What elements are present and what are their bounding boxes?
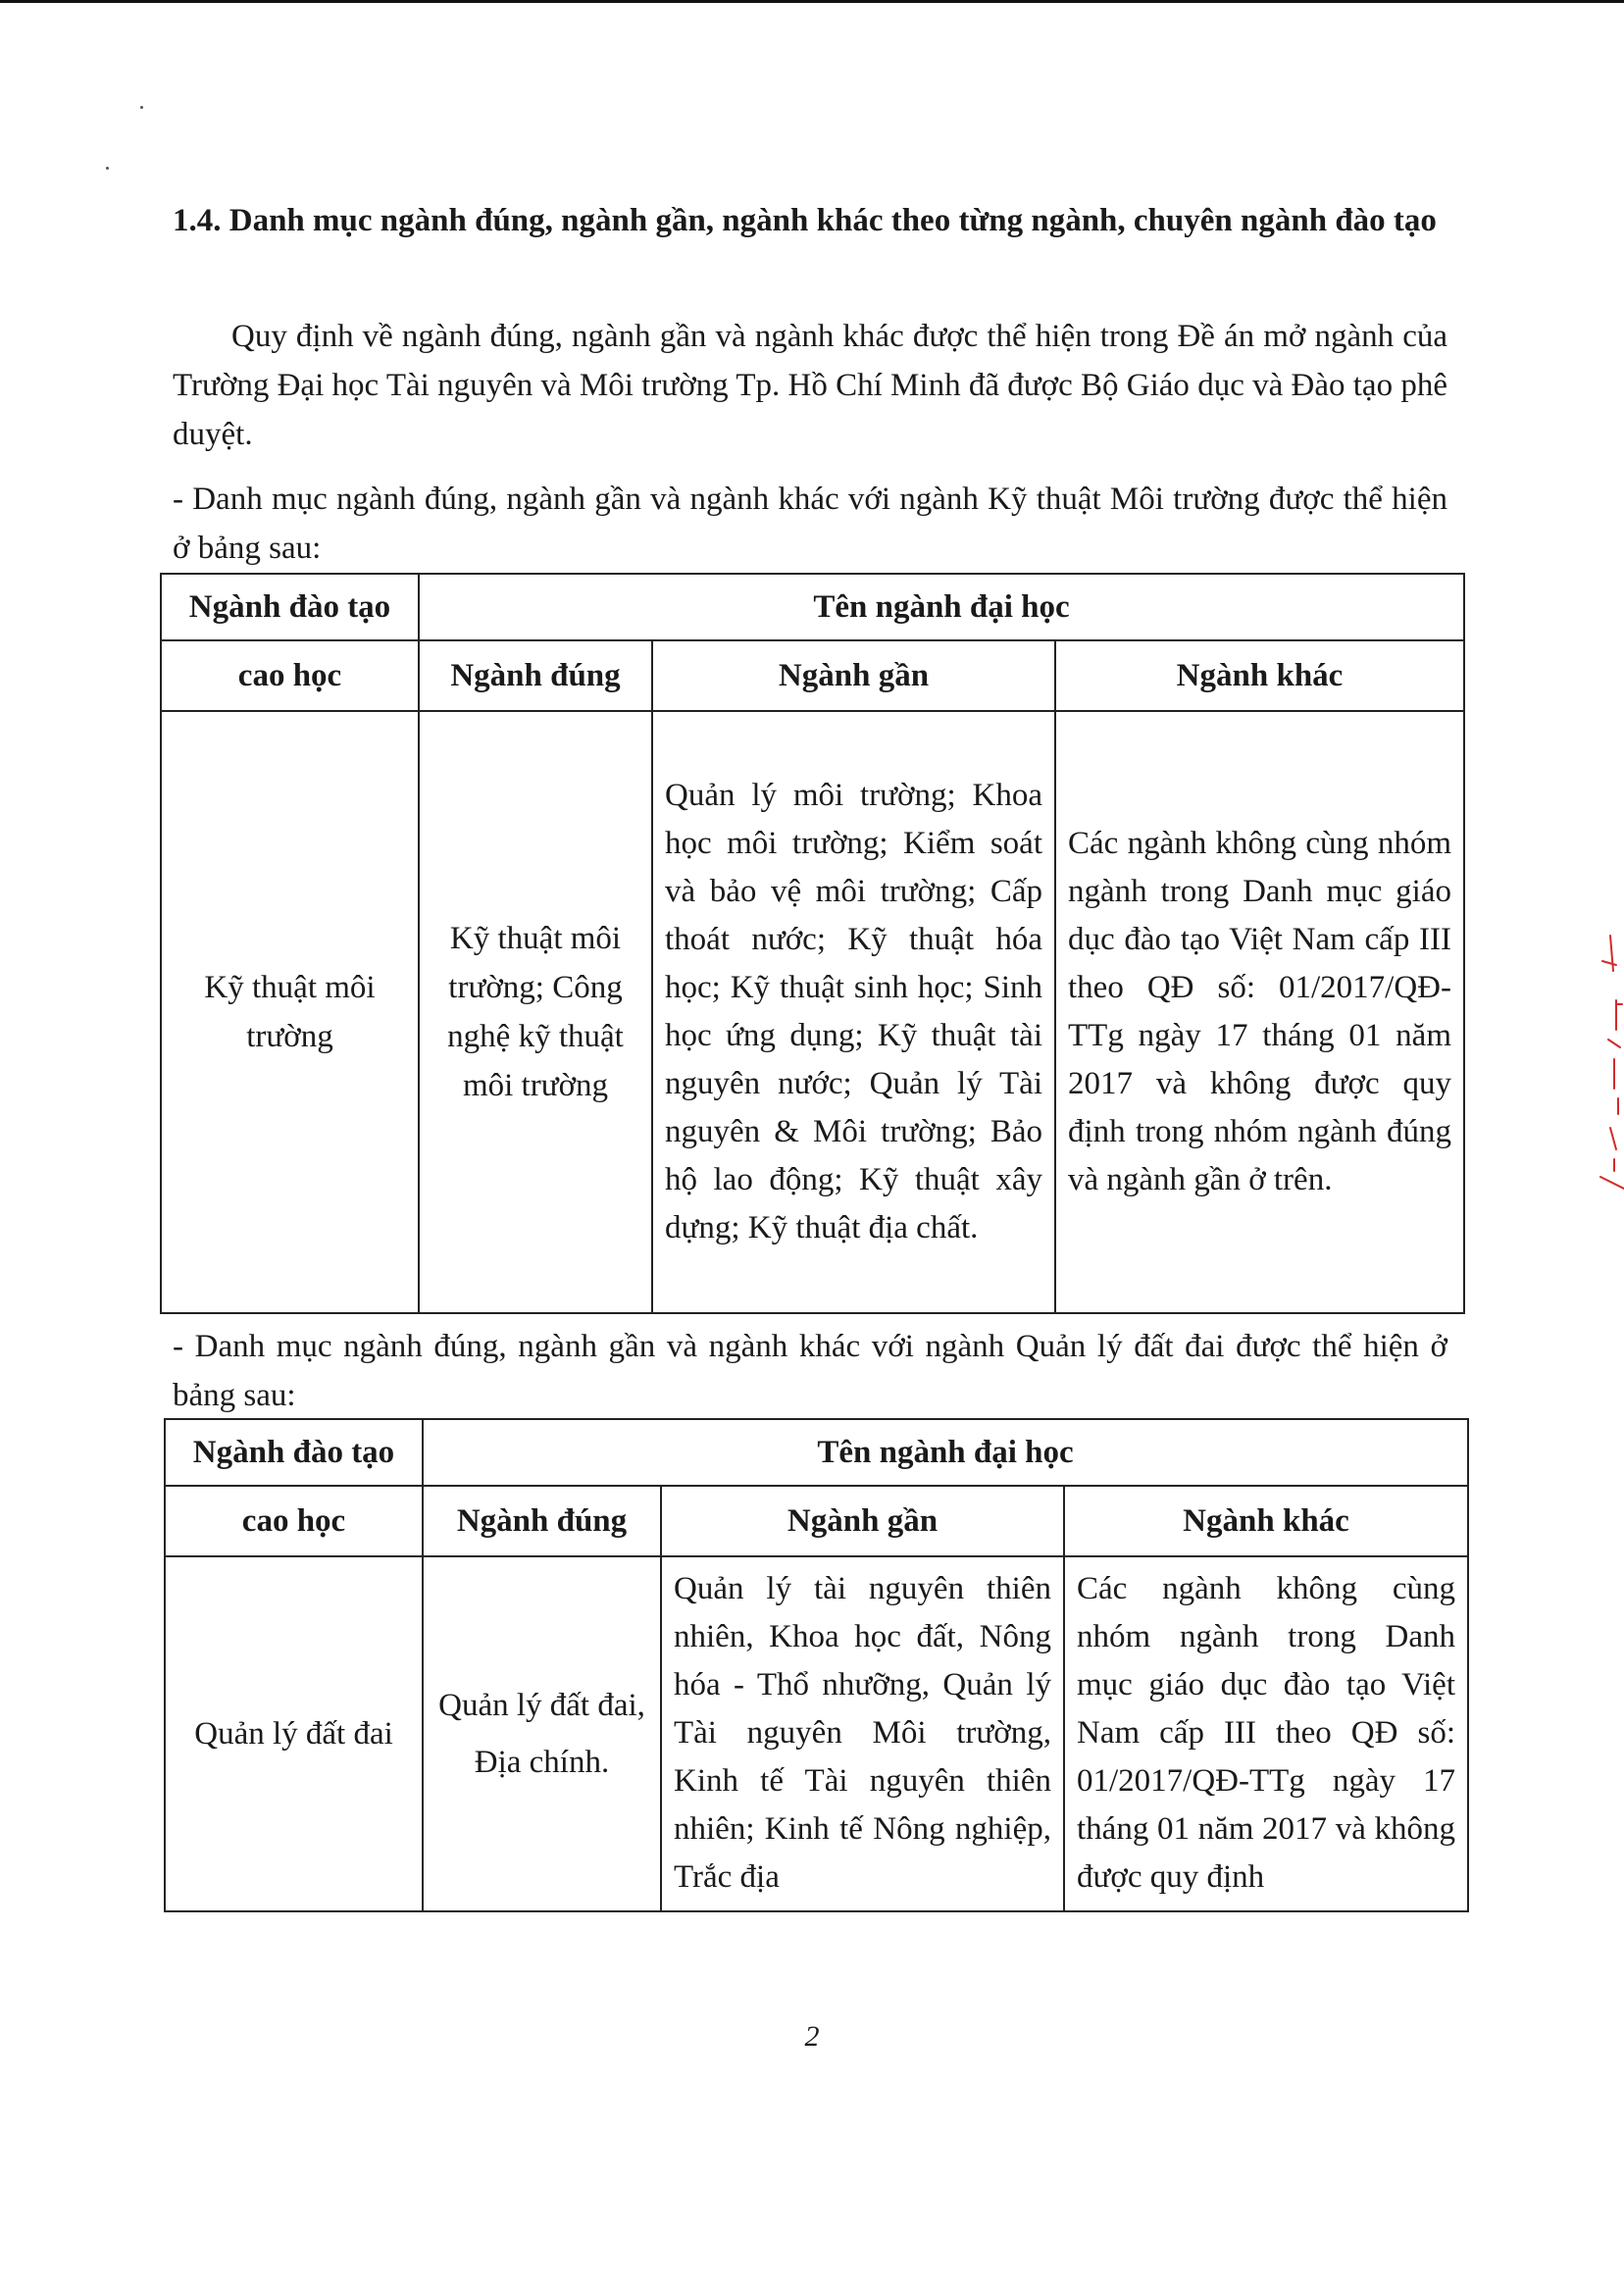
header-program-bottom: cao học — [165, 1486, 423, 1556]
header-nganh-dung: Ngành đúng — [423, 1486, 661, 1556]
seal-stroke — [1610, 936, 1613, 971]
cell-nganh-dung: Kỹ thuật môi trường; Công nghệ kỹ thuật môi trường — [419, 711, 652, 1313]
cell-nganh-dung — [423, 1556, 661, 1911]
header-nganh-khac: Ngành khác — [1064, 1486, 1468, 1556]
cell-program: Quản lý đất đai — [165, 1556, 423, 1911]
header-nganh-gan: Ngành gần — [661, 1486, 1064, 1556]
seal-stroke — [1600, 1177, 1624, 1189]
cell-program: Kỹ thuật môi trường — [161, 711, 419, 1313]
seal-stroke — [1602, 961, 1616, 965]
page-number: 2 — [804, 2020, 820, 2053]
header-program-top: Ngành đào tạo — [161, 574, 419, 640]
scan-top-edge — [0, 0, 1624, 3]
table2-lead-paragraph: - Danh mục ngành đúng, ngành gần và ngành khác với ngành Quản lý đất đai được thể hiện ở bảng sau: — [173, 1329, 1447, 1413]
cell-nganh-khac: Các ngành không cùng nhóm ngành trong Danh mục giáo dục đào tạo Việt Nam cấp III theo QĐ số: 01/2017/QĐ-TTg ngày 17 tháng 01 năm 2017 và không được quy định trong nhóm ngành đúng và ngành gần ở trên. — [1055, 711, 1464, 1313]
header-nganh-dung: Ngành đúng — [419, 640, 652, 711]
header-group: Tên ngành đại học — [419, 574, 1464, 640]
cell-nganh-gan: Quản lý tài nguyên thiên nhiên, Khoa học đất, Nông hóa - Thổ nhưỡng, Quản lý Tài nguyên Môi trường, Kinh tế Tài nguyên thiên nhiên; Kinh tế Nông nghiệp, Trắc địa — [661, 1556, 1064, 1911]
header-group: Tên ngành đại học — [423, 1419, 1468, 1486]
scan-speck — [140, 106, 143, 109]
seal-stroke — [1616, 1000, 1622, 1030]
red-seal-edge — [1597, 932, 1624, 1216]
seal-stroke — [1608, 1040, 1620, 1047]
seal-stroke — [1610, 1128, 1616, 1149]
header-program-bottom: cao học — [161, 640, 419, 711]
intro-paragraph: Quy định về ngành đúng, ngành gần và ngành khác được thể hiện trong Đề án mở ngành của Trường Đại học Tài nguyên và Môi trường Tp. Hồ Chí Minh đã được Bộ Giáo dục và Đào tạo phê duyệt. — [173, 319, 1447, 452]
cell-nganh-dung-line1: Quản lý đất đai, — [438, 1688, 645, 1723]
cell-nganh-dung-line2: Địa chính. — [474, 1745, 610, 1780]
header-nganh-gan: Ngành gần — [652, 640, 1055, 711]
table-quan-ly-dat-dai — [164, 1418, 1469, 1912]
cell-nganh-khac: Các ngành không cùng nhóm ngành trong Danh mục giáo dục đào tạo Việt Nam cấp III theo QĐ số: 01/2017/QĐ-TTg ngày 17 tháng 01 năm 2017 và không được quy định — [1064, 1556, 1468, 1911]
table1-lead-paragraph: - Danh mục ngành đúng, ngành gần và ngành khác với ngành Kỹ thuật Môi trường được thể hiện ở bảng sau: — [173, 482, 1447, 566]
header-program-top: Ngành đào tạo — [165, 1419, 423, 1486]
scan-speck — [106, 167, 109, 170]
header-nganh-khac: Ngành khác — [1055, 640, 1464, 711]
cell-nganh-gan: Quản lý môi trường; Khoa học môi trường; Kiểm soát và bảo vệ môi trường; Cấp thoát nước; Kỹ thuật hóa học; Kỹ thuật sinh học; Sinh học ứng dụng; Kỹ thuật tài nguyên nước; Quản lý Tài nguyên & Môi trường; Bảo hộ lao động; Kỹ thuật xây dựng; Kỹ thuật địa chất. — [652, 711, 1055, 1313]
table-ky-thuat-moi-truong — [160, 573, 1465, 1314]
section-heading: 1.4. Danh mục ngành đúng, ngành gần, ngành khác theo từng ngành, chuyên ngành đào tạo — [173, 203, 1437, 238]
